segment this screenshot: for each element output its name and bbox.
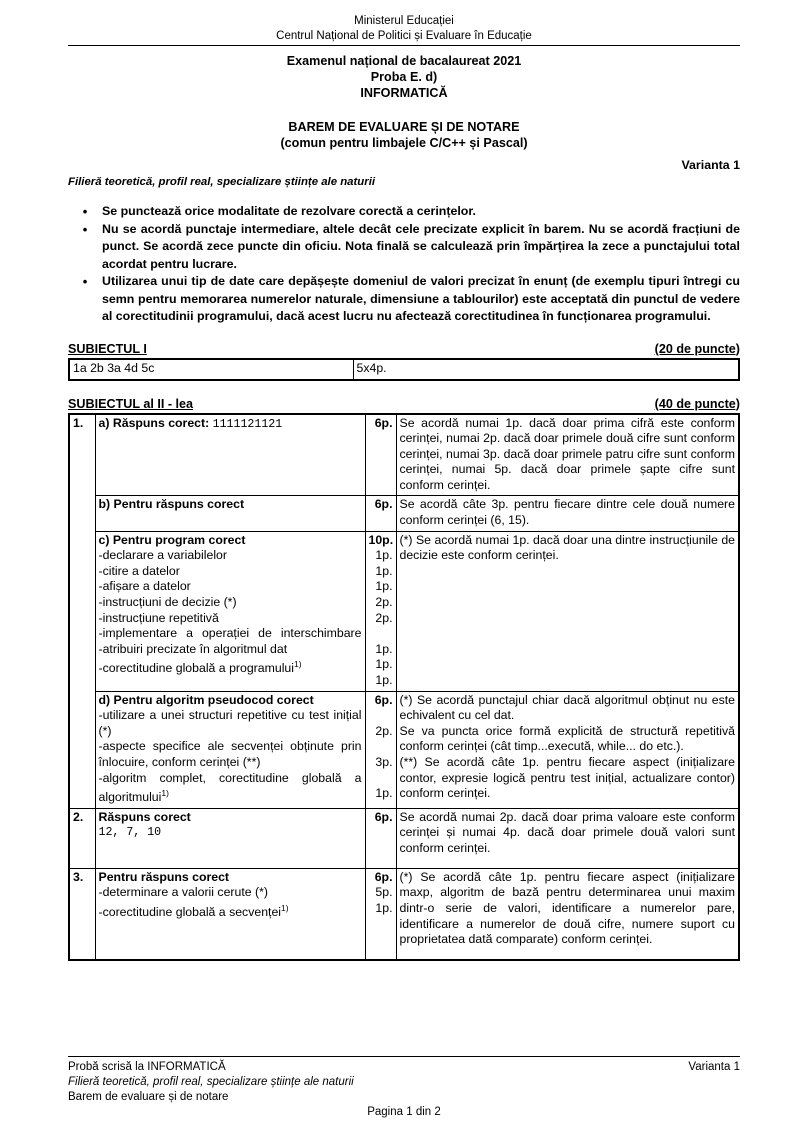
subject2-heading	[68, 397, 740, 411]
instruction-text: Se punctează orice modalitate de rezolvare corectă a cerințelor.	[102, 204, 476, 218]
footnote-marker: 1)	[281, 903, 289, 914]
points-cell: 6p.	[365, 414, 396, 496]
criterion-label: Pentru răspuns corect	[98, 869, 230, 884]
criterion-item: -citire a datelor	[98, 563, 180, 578]
criterion-label: b) Pentru răspuns corect	[98, 497, 245, 512]
criterion-item: -corectitudine globală a programului$^{1)}$	[98, 659, 302, 676]
criterion-item: -instrucțiune repetitivă	[98, 610, 219, 625]
note-paragraph: Se va puncta orice formă explicită de structură repetitivă conform cerinței (cât timp...execută, while... do etc.).	[399, 723, 735, 754]
table-row	[69, 868, 739, 960]
note-cell: (*) Se acordă câte 1p. pentru fiecare aspect (inițializare maxp, algoritm de bază pentru determinarea unui maxim dintr-o serie de valori, identificare a numerelor pare, identificare a numerelor de două cifre, numere suport cu proprietatea dată comparate) conform cerinței.	[396, 868, 739, 960]
points-item: 1p.	[375, 786, 393, 801]
subject2-points-label: (40 de puncte)	[654, 396, 740, 411]
note-paragraph: (*) Se acordă punctajul chiar dacă algoritmul obținut nu este echivalent cu cel dat.	[399, 692, 735, 723]
points-total: 10p.	[368, 532, 394, 547]
criterion-item: -afișare a datelor	[98, 579, 191, 594]
criterion-item: -utilizare a unei structuri repetitive cu test inițial (*)	[98, 708, 362, 738]
table-row	[69, 531, 739, 691]
points-item: 1p.	[375, 563, 393, 578]
points-item: 1p.	[375, 579, 393, 594]
barem-subtitle: (comun pentru limbajele C/C++ și Pascal)	[280, 136, 528, 150]
points-item: 1p.	[375, 548, 393, 563]
criterion-item: -aspecte specifice ale secvenței obținute prin înlocuire, conform cerinței (**)	[98, 739, 362, 769]
bullet-icon: •	[82, 221, 88, 237]
document-footer	[68, 1056, 740, 1118]
ministry-line-2: Centrul Național de Politici și Evaluare în Educație	[276, 30, 532, 42]
subject1-heading	[68, 342, 740, 356]
table-row	[69, 496, 739, 531]
criterion-cell	[95, 691, 365, 808]
subject1-points-label: (20 de puncte)	[654, 341, 740, 356]
barem-title: BAREM DE EVALUARE ȘI DE NOTARE	[288, 120, 520, 134]
note-cell	[396, 691, 739, 808]
subject1-heading-label: SUBIECTUL I	[68, 341, 147, 356]
note-paragraph: (**) Se acordă câte 1p. pentru fiecare aspect (inițializare contor, expresie logică pentru test inițial, actualizare contor) conform cerinței.	[399, 754, 735, 801]
points-item: 1p.	[375, 657, 393, 672]
footer-filiera: Filieră teoretică, profil real, specializare științe ale naturii	[68, 1076, 354, 1088]
points-item: 5p.	[375, 885, 393, 900]
item-number: 3.	[69, 868, 95, 960]
instruction-item	[68, 203, 740, 221]
instruction-item	[68, 273, 740, 326]
criterion-label: a) Răspuns corect:	[98, 415, 210, 430]
instruction-text: Nu se acordă punctaje intermediare, altele decât cele precizate explicit în barem. Nu se acordă fracțiuni de punct. Se acordă zece puncte din oficiu. Nota finală se calculează prin împărțirea la zece a punctajului total acordat pentru lucrare.	[102, 221, 740, 271]
table-row	[69, 359, 739, 380]
document-header	[68, 14, 740, 46]
answer-value: 12, 7, 10	[98, 826, 162, 840]
points-cell: 6p.	[365, 808, 396, 868]
item-number: 2.	[69, 808, 95, 868]
exam-title-block	[68, 53, 740, 102]
instructions-list	[68, 203, 740, 326]
criterion-item: -corectitudine globală a secvenței$^{1)}$	[98, 903, 289, 920]
points-total: 6p.	[374, 869, 393, 884]
points-cell: 6p.	[365, 496, 396, 531]
subject1-table	[68, 358, 740, 381]
footer-rule	[68, 1056, 740, 1057]
filiera-label: Filieră teoretică, profil real, specializare științe ale naturii	[68, 176, 376, 188]
criterion-cell	[95, 531, 365, 691]
note-cell: Se acordă câte 3p. pentru fiecare dintre cele două numere conform cerinței (6, 15).	[396, 496, 739, 531]
criterion-item: -determinare a valorii cerute (*)	[98, 885, 268, 900]
table-row	[69, 691, 739, 808]
points-total: 6p.	[374, 692, 393, 707]
subject2-heading-label: SUBIECTUL al II - lea	[68, 396, 194, 411]
barem-title-block	[68, 119, 740, 151]
table-row	[69, 808, 739, 868]
ministry-line-1: Ministerul Educației	[354, 15, 454, 27]
subject2-table	[68, 413, 740, 962]
bullet-icon: •	[82, 204, 88, 219]
points-item: 1p.	[375, 673, 393, 687]
footer-varianta: Varianta 1	[688, 1061, 740, 1073]
header-rule	[68, 45, 740, 46]
footer-page-number: Pagina 1 din 2	[367, 1106, 441, 1118]
subject1-points-cell: 5x4p.	[353, 359, 739, 380]
note-cell: Se acordă numai 1p. dacă doar prima cifră este conform cerinței, numai 2p. dacă doar primele două cifre sunt conform cerinței, numai 3p. dacă doar primele patru cifre sunt conform cerinței, numai 5p. dacă doar primele șapte cifre sunt conform cerinței.	[396, 414, 739, 496]
points-cell-group	[365, 691, 396, 808]
footnote-marker: 1)	[294, 659, 302, 670]
points-cell-group	[365, 531, 396, 691]
points-item: 2p.	[375, 595, 393, 610]
instruction-text: Utilizarea unui tip de date care depășește domeniul de valori precizat în enunț (de exemplu tipuri întregi cu semn pentru memorarea numerelor naturale, dimensiune a tablourilor) este acceptată din punctul de vedere al corectitudinii programului, dacă acest lucru nu afectează corectitudinea în funcționarea programului.	[102, 274, 740, 323]
note-cell: (*) Se acordă numai 1p. dacă doar una dintre instrucțiunile de decizie este conform cerinței.	[396, 531, 739, 691]
table-row	[69, 414, 739, 496]
criterion-cell	[95, 414, 365, 496]
footnote-marker: 1)	[161, 788, 169, 799]
criterion-cell	[95, 808, 365, 868]
points-item: 1p.	[375, 901, 393, 916]
note-cell: Se acordă numai 2p. dacă doar prima valoare este conform cerinței și numai 4p. dacă doar primele două valori sunt conform cerinței.	[396, 808, 739, 868]
points-cell-group	[365, 868, 396, 960]
answer-value: 1111121121	[212, 417, 283, 431]
exam-proba: Proba E. d)	[370, 70, 438, 84]
instruction-item	[68, 221, 740, 274]
footer-top-row	[68, 1060, 740, 1075]
points-item: 2p.	[375, 723, 393, 738]
footer-exam-label: Probă scrisă la INFORMATICĂ	[68, 1061, 226, 1073]
exam-title: Examenul național de bacalaureat 2021	[286, 54, 522, 68]
points-item: 2p.	[375, 610, 393, 625]
criterion-label: c) Pentru program corect	[98, 532, 246, 547]
exam-subject: INFORMATICĂ	[360, 86, 448, 100]
criterion-item: -declarare a variabilelor	[98, 548, 227, 563]
bullet-icon: •	[82, 274, 88, 289]
criterion-label: Răspuns corect	[98, 809, 191, 824]
criterion-cell	[95, 868, 365, 960]
criterion-item: -algoritm complet, corectitudine globală a algoritmului$^{1)}$	[98, 770, 362, 805]
criterion-item: -atribuiri precizate în algoritmul dat	[98, 641, 288, 656]
points-item: 1p.	[375, 641, 393, 656]
criterion-item: -instrucțiuni de decizie (*)	[98, 595, 237, 610]
points-item: 3p.	[375, 754, 393, 769]
criterion-label: d) Pentru algoritm pseudocod corect	[98, 692, 314, 707]
item-number: 1.	[69, 414, 95, 809]
criterion-item: -implementare a operației de interschimbare	[98, 626, 362, 641]
subject1-answers-cell: 1a 2b 3a 4d 5c	[69, 359, 353, 380]
varianta-label: Varianta 1	[681, 158, 740, 172]
footer-barem: Barem de evaluare și de notare	[68, 1091, 229, 1103]
criterion-cell	[95, 496, 365, 531]
